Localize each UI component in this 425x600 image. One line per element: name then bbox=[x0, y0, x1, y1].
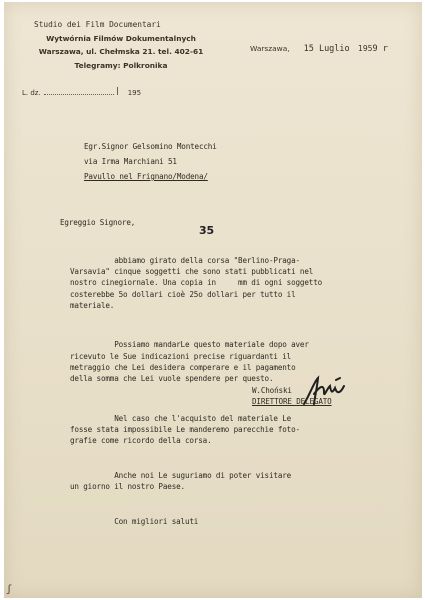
letter-line: Possiamo mandarLe questo materiale dopo aver bbox=[70, 340, 309, 350]
letter-line: metraggio che Lei desidera comperare e il pagamento bbox=[70, 362, 296, 372]
letter-line: abbiamo girato della corsa "Berlino-Praga- bbox=[70, 256, 300, 266]
date-year-prefix: 195 bbox=[358, 44, 373, 53]
letter-sheet bbox=[4, 2, 422, 598]
letterhead-line-4: Telegramy: Polkronika bbox=[74, 60, 168, 70]
recipient-line-3: Pavullo nel Frignano/Modena/ bbox=[84, 172, 208, 181]
letter-line: Anche noi Le suguriamo di poter visitare bbox=[70, 470, 292, 480]
letter-line: Nel caso che l'acquisto del materiale Le bbox=[70, 413, 292, 423]
signatory-title: DIRETTORE DELEGATO bbox=[252, 396, 332, 406]
letterhead-line-3: Warszawa, ul. Chełmska 21. tel. 402-61 bbox=[38, 47, 204, 56]
recipient-address bbox=[84, 139, 217, 184]
letter-line: costerebbe 5o dollari cioè 25o dollari per tutto il bbox=[70, 289, 296, 299]
paragraph-4 bbox=[70, 470, 410, 492]
letter-line: nostro cinegiornale. Una copia in mm di ogni soggetto bbox=[70, 278, 323, 288]
letterhead-line-2: Wytwórnia Filmów Dokumentalnych bbox=[46, 33, 196, 43]
recipient-line-2: via Irma Marchiani 51 bbox=[84, 157, 177, 166]
letter-body bbox=[60, 195, 410, 550]
letter-line: Varsavia" cinque soggetti che sono stati pubblicati nel bbox=[70, 267, 314, 277]
recipient-line-1: Egr.Signor Gelsomino Montecchi bbox=[84, 142, 217, 151]
paragraph-1 bbox=[70, 255, 410, 311]
handwritten-mm-value: 35 bbox=[199, 224, 215, 237]
letter-line: un giorno il nostro Paese. bbox=[70, 481, 185, 491]
letter-line: ricevuto le Sue indicazioni precise riguardanti il bbox=[70, 351, 292, 361]
date-handwritten: 15 Luglio bbox=[303, 44, 350, 54]
date-line bbox=[250, 44, 388, 54]
signatory-name: W.Choński bbox=[252, 386, 292, 395]
reference-line bbox=[22, 87, 141, 97]
letterhead-line-1: Studio dei Film Documentari bbox=[34, 20, 161, 29]
reference-year: 195 bbox=[127, 89, 142, 97]
reference-dots bbox=[44, 88, 114, 95]
letter-line: grafie come ricordo della corsa. bbox=[70, 436, 212, 446]
reference-label: L. dz. bbox=[22, 89, 41, 97]
letterhead bbox=[26, 18, 216, 72]
date-city: Warszawa, bbox=[250, 44, 290, 53]
date-year-suffix: 9 r bbox=[372, 44, 388, 54]
paragraph-3 bbox=[70, 413, 410, 447]
letter-line: della somma che Lei vuole spendere per questo. bbox=[70, 374, 274, 384]
signature-block bbox=[252, 386, 332, 407]
letter-line: fosse stata impossibile Le manderemo parecchie foto- bbox=[70, 424, 300, 434]
corner-mark: ʃ bbox=[6, 584, 13, 595]
closing: Con migliori saluti bbox=[70, 517, 199, 527]
salutation: Egreggio Signore, bbox=[60, 218, 136, 228]
letter-line: materiale. bbox=[70, 300, 115, 310]
